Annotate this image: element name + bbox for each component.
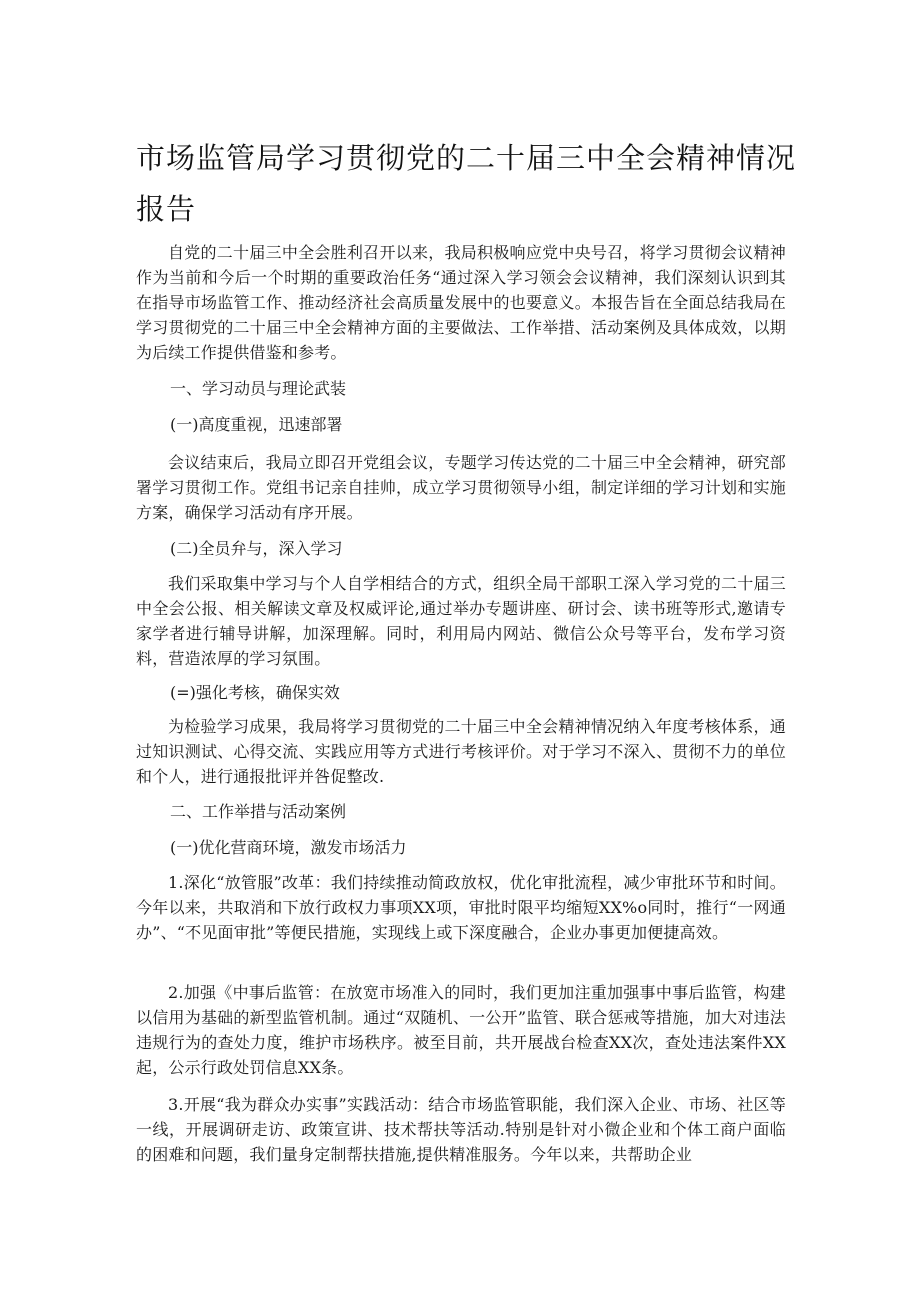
document-title-continued: 报告 [136,192,197,226]
list-item-2-1-1: 1.深化“放管服”改革：我们持续推动简政放权，优化审批流程，减少审批环节和时间。今年以来，共取消和下放行政权力事项XX项，审批时限平均缩短XX%o同时，推行“一网通办”、“不见面审批”等便民措施，实现线上或下深度融合，企业办事更加便捷高效。 [136,873,786,942]
subsection-heading-1-3: (=)强化考核，确保实效 [170,683,340,702]
intro-paragraph: 自党的二十届三中全会胜利召开以来，我局积极响应党中央号召，将学习贯彻会议精神作为当前和今后一个时期的重要政治任务“通过深入学习领会会议精神，我们深刻认识到其在指导市场监管工作、推动经济社会高质量发展中的也要意义。本报告旨在全面总结我局在学习贯彻党的二十届三中全会精神方面的主要做法、工作举措、活动案例及具体成效，以期为后续工作提供借鉴和参考。 [136,243,786,362]
list-item-2-1-3: 3.开展“我为群众办实事”实践活动：结合市场监管职能，我们深入企业、市场、社区等一线，开展调研走访、政策宣讲、技术帮扶等活动.特别是针对小微企业和个体工商户面临的困难和问题，我们量身定制帮扶措施,提供精准服务。今年以来，共帮助企业 [136,1095,786,1164]
document-title: 市场监管局学习贯彻党的二十届三中全会精神情况 [136,141,797,175]
paragraph-1-2: 我们采取集中学习与个人自学相结合的方式，组织全局干部职工深入学习党的二十届三中全会公报、相关解读文章及权威评论,通过举办专题讲座、研讨会、读书班等形式,邀请专家学者进行辅导讲解，加深理解。同时，利用局内网站、微信公众号等平台，发布学习资料，营造浓厚的学习氛围。 [136,574,786,668]
section-heading-1: 一、学习动员与理论武装 [170,379,347,398]
subsection-heading-1-2: (二)全员弁与，深入学习 [170,539,343,558]
subsection-heading-1-1: (一)高度重视，迅速部署 [170,415,343,434]
subsection-heading-2-1: (一)优化营商环境，激发市场活力 [170,838,407,857]
paragraph-1-3: 为检验学习成果，我局将学习贯彻党的二十届三中全会精神情况纳入年度考核体系，通过知识测试、心得交流、实践应用等方式进行考核评价。对于学习不深入、贯彻不力的单位和个人，进行通报批评并咎促整改. [136,717,786,786]
section-heading-2: 二、工作举措与活动案例 [170,802,347,821]
paragraph-1-1: 会议结束后，我局立即召开党组会议，专题学习传达党的二十届三中全会精神，研究部署学习贯彻工作。党组书记亲自挂帅，成立学习贯彻领导小组，制定详细的学习计划和实施方案，确保学习活动有序开展。 [136,453,786,522]
list-item-2-1-2: 2.加强《中事后监管：在放宽市场准入的同时，我们更加注重加强事中事后监管，构建以信用为基础的新型监管机制。通过“双随机、一公开”监管、联合惩戒等措施，加大对违法违规行为的查处力度，维护市场秩序。被至目前，共开展战台检查XX次，查处违法案件XX起，公示行政处罚信息XX条。 [136,983,786,1077]
